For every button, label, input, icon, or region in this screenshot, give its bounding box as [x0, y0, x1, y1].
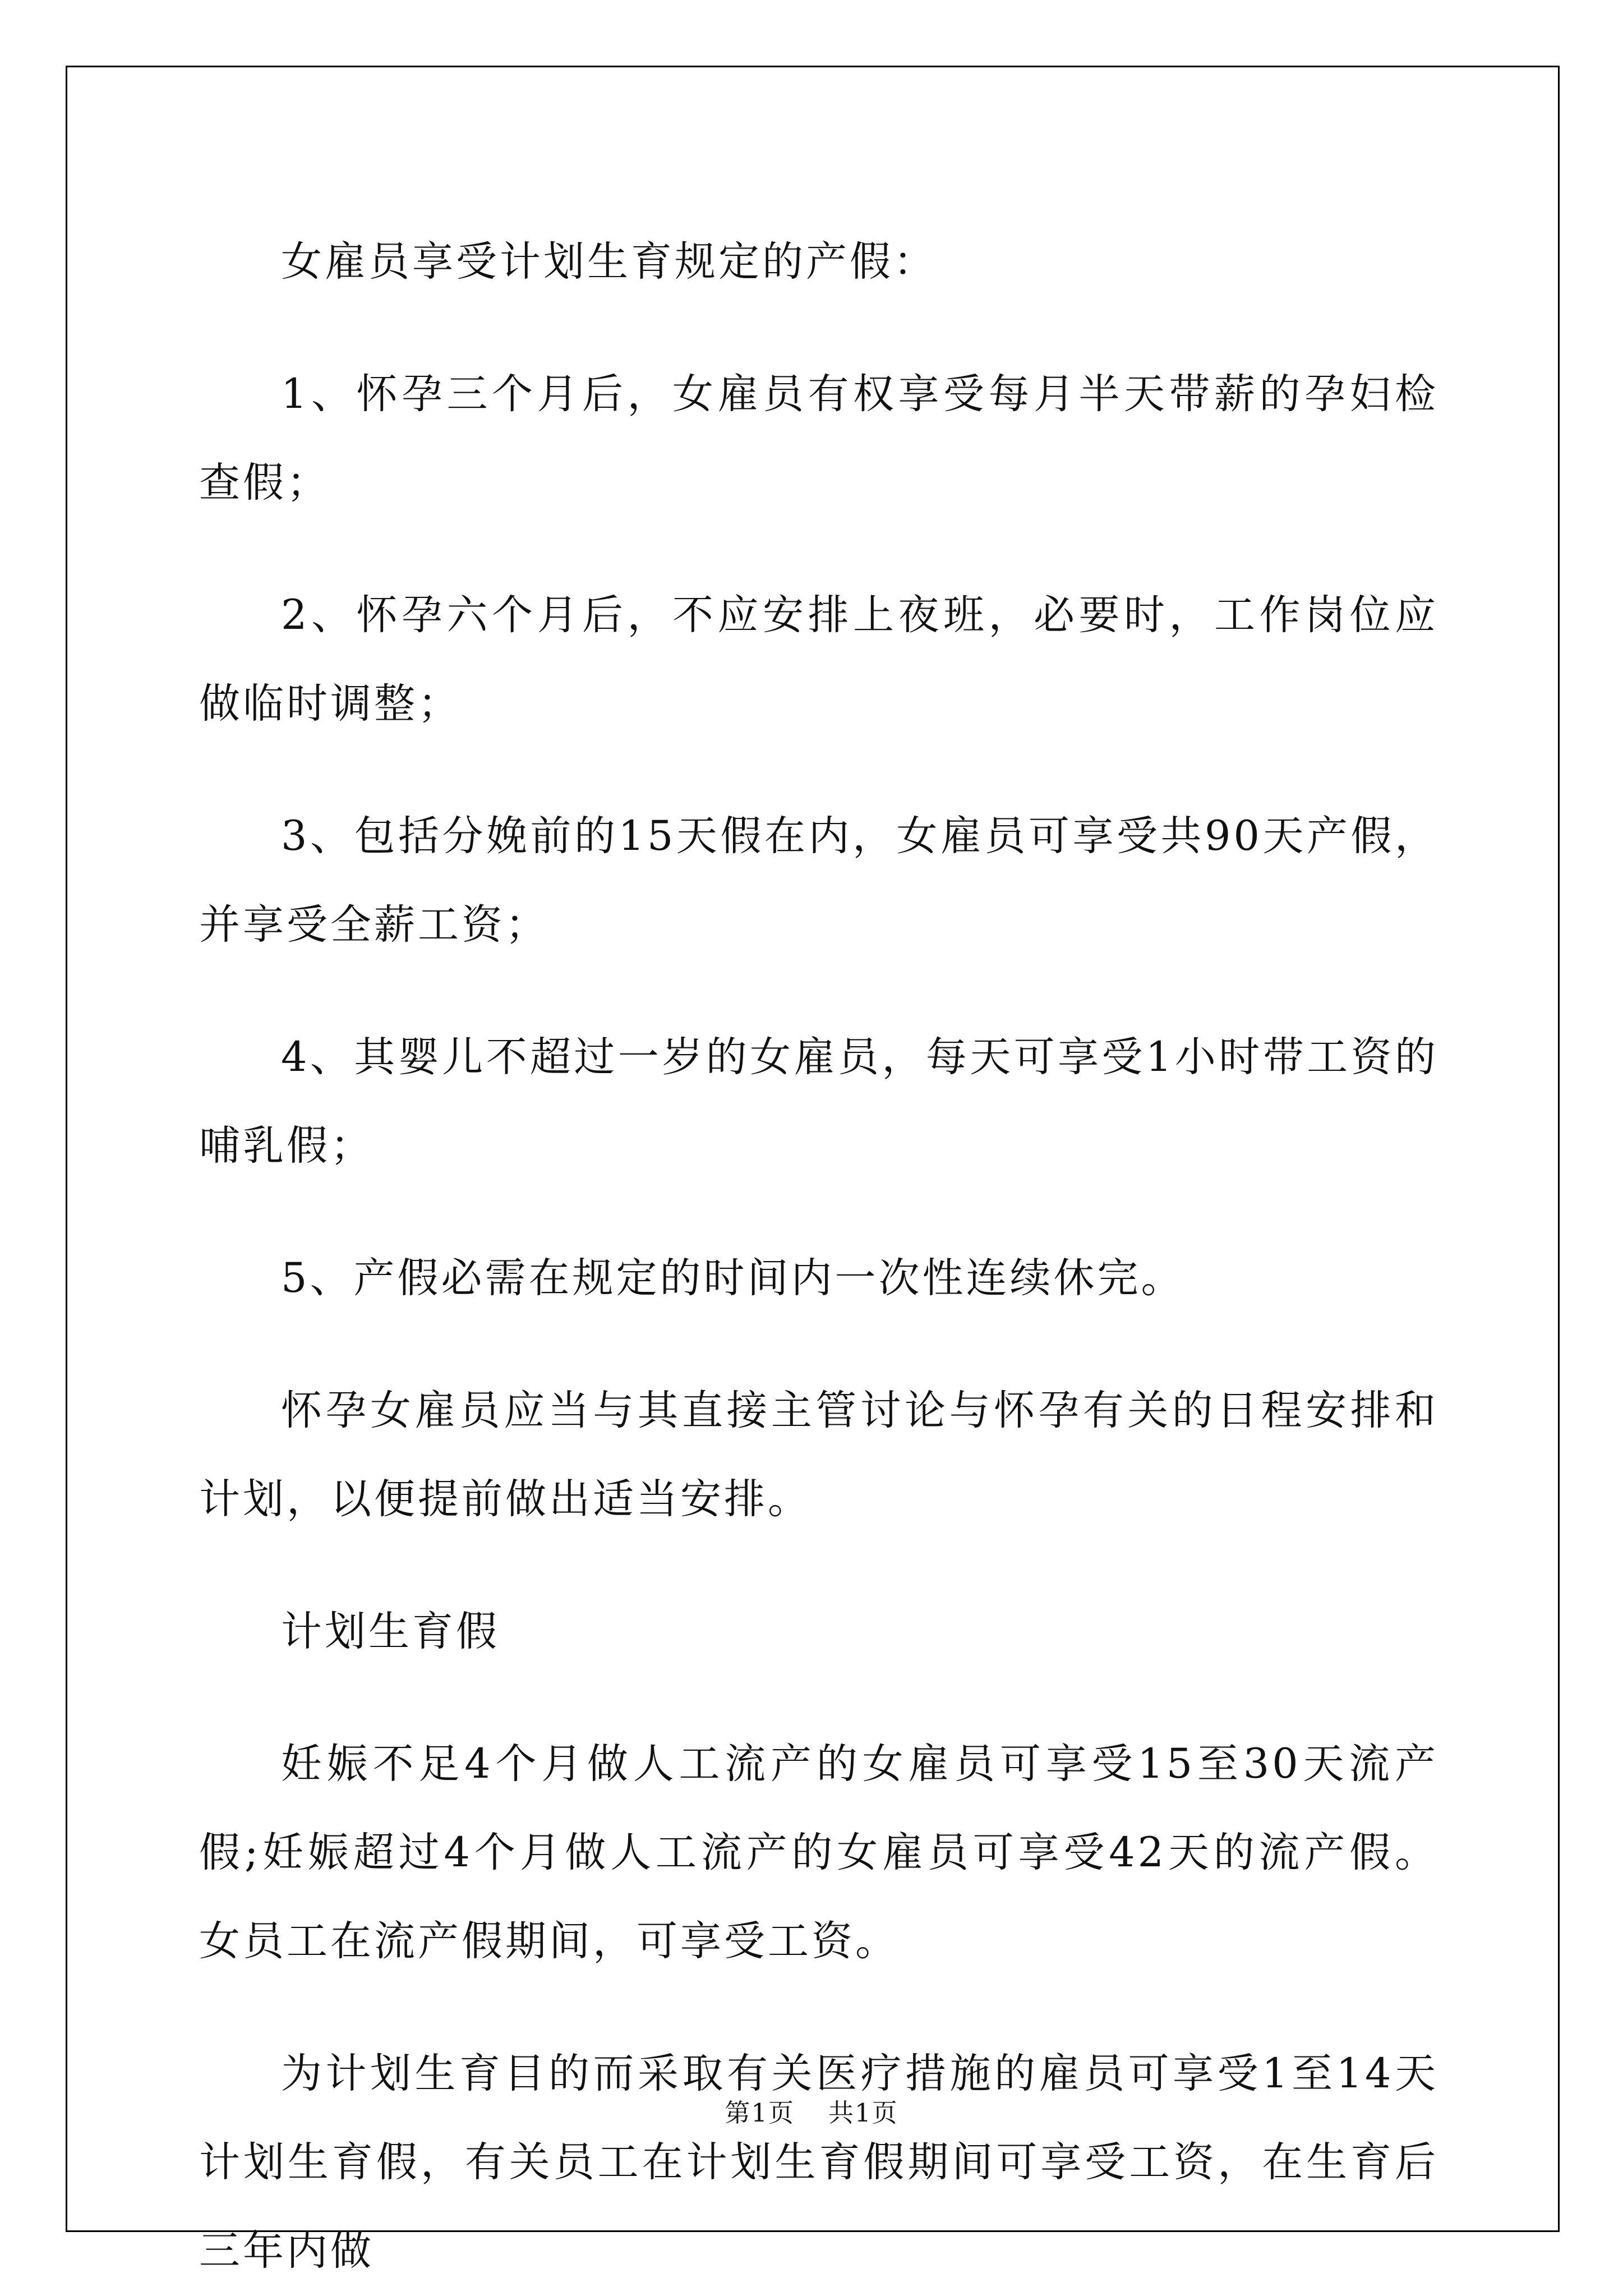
- paragraph: 怀孕女雇员应当与其直接主管讨论与怀孕有关的日程安排和计划，以便提前做出适当安排。: [199, 1387, 1438, 1523]
- page-total: 共1页: [828, 2098, 898, 2128]
- paragraph: 1、怀孕三个月后，女雇员有权享受每月半天带薪的孕妇检查假；: [199, 370, 1438, 507]
- page-footer: [0, 2092, 1623, 2129]
- paragraph: 4、其婴儿不超过一岁的女雇员，每天可享受1小时带工资的哺乳假；: [199, 1033, 1438, 1170]
- page-number: 第1页: [725, 2098, 795, 2128]
- paragraph: 为计划生育目的而采取有关医疗措施的雇员可享受1至14天计划生育假，有关员工在计划生育假期间可享受工资，在生育后三年内做: [199, 2050, 1438, 2275]
- paragraph: 女雇员享受计划生育规定的产假：: [281, 238, 937, 286]
- section-heading: 计划生育假: [281, 1608, 500, 1655]
- paragraph: 2、怀孕六个月后，不应安排上夜班，必要时，工作岗位应做临时调整；: [199, 591, 1438, 728]
- paragraph: 5、产假必需在规定的时间内一次性连续休完。: [281, 1254, 1185, 1302]
- paragraph: 3、包括分娩前的15天假在内，女雇员可享受共90天产假，并享受全薪工资；: [199, 812, 1438, 949]
- document-body: [199, 218, 1438, 2295]
- paragraph: 妊娠不足4个月做人工流产的女雇员可享受15至30天流产假;妊娠超过4个月做人工流产的女雇员可享受42天的流产假。女员工在流产假期间，可享受工资。: [199, 1740, 1438, 1965]
